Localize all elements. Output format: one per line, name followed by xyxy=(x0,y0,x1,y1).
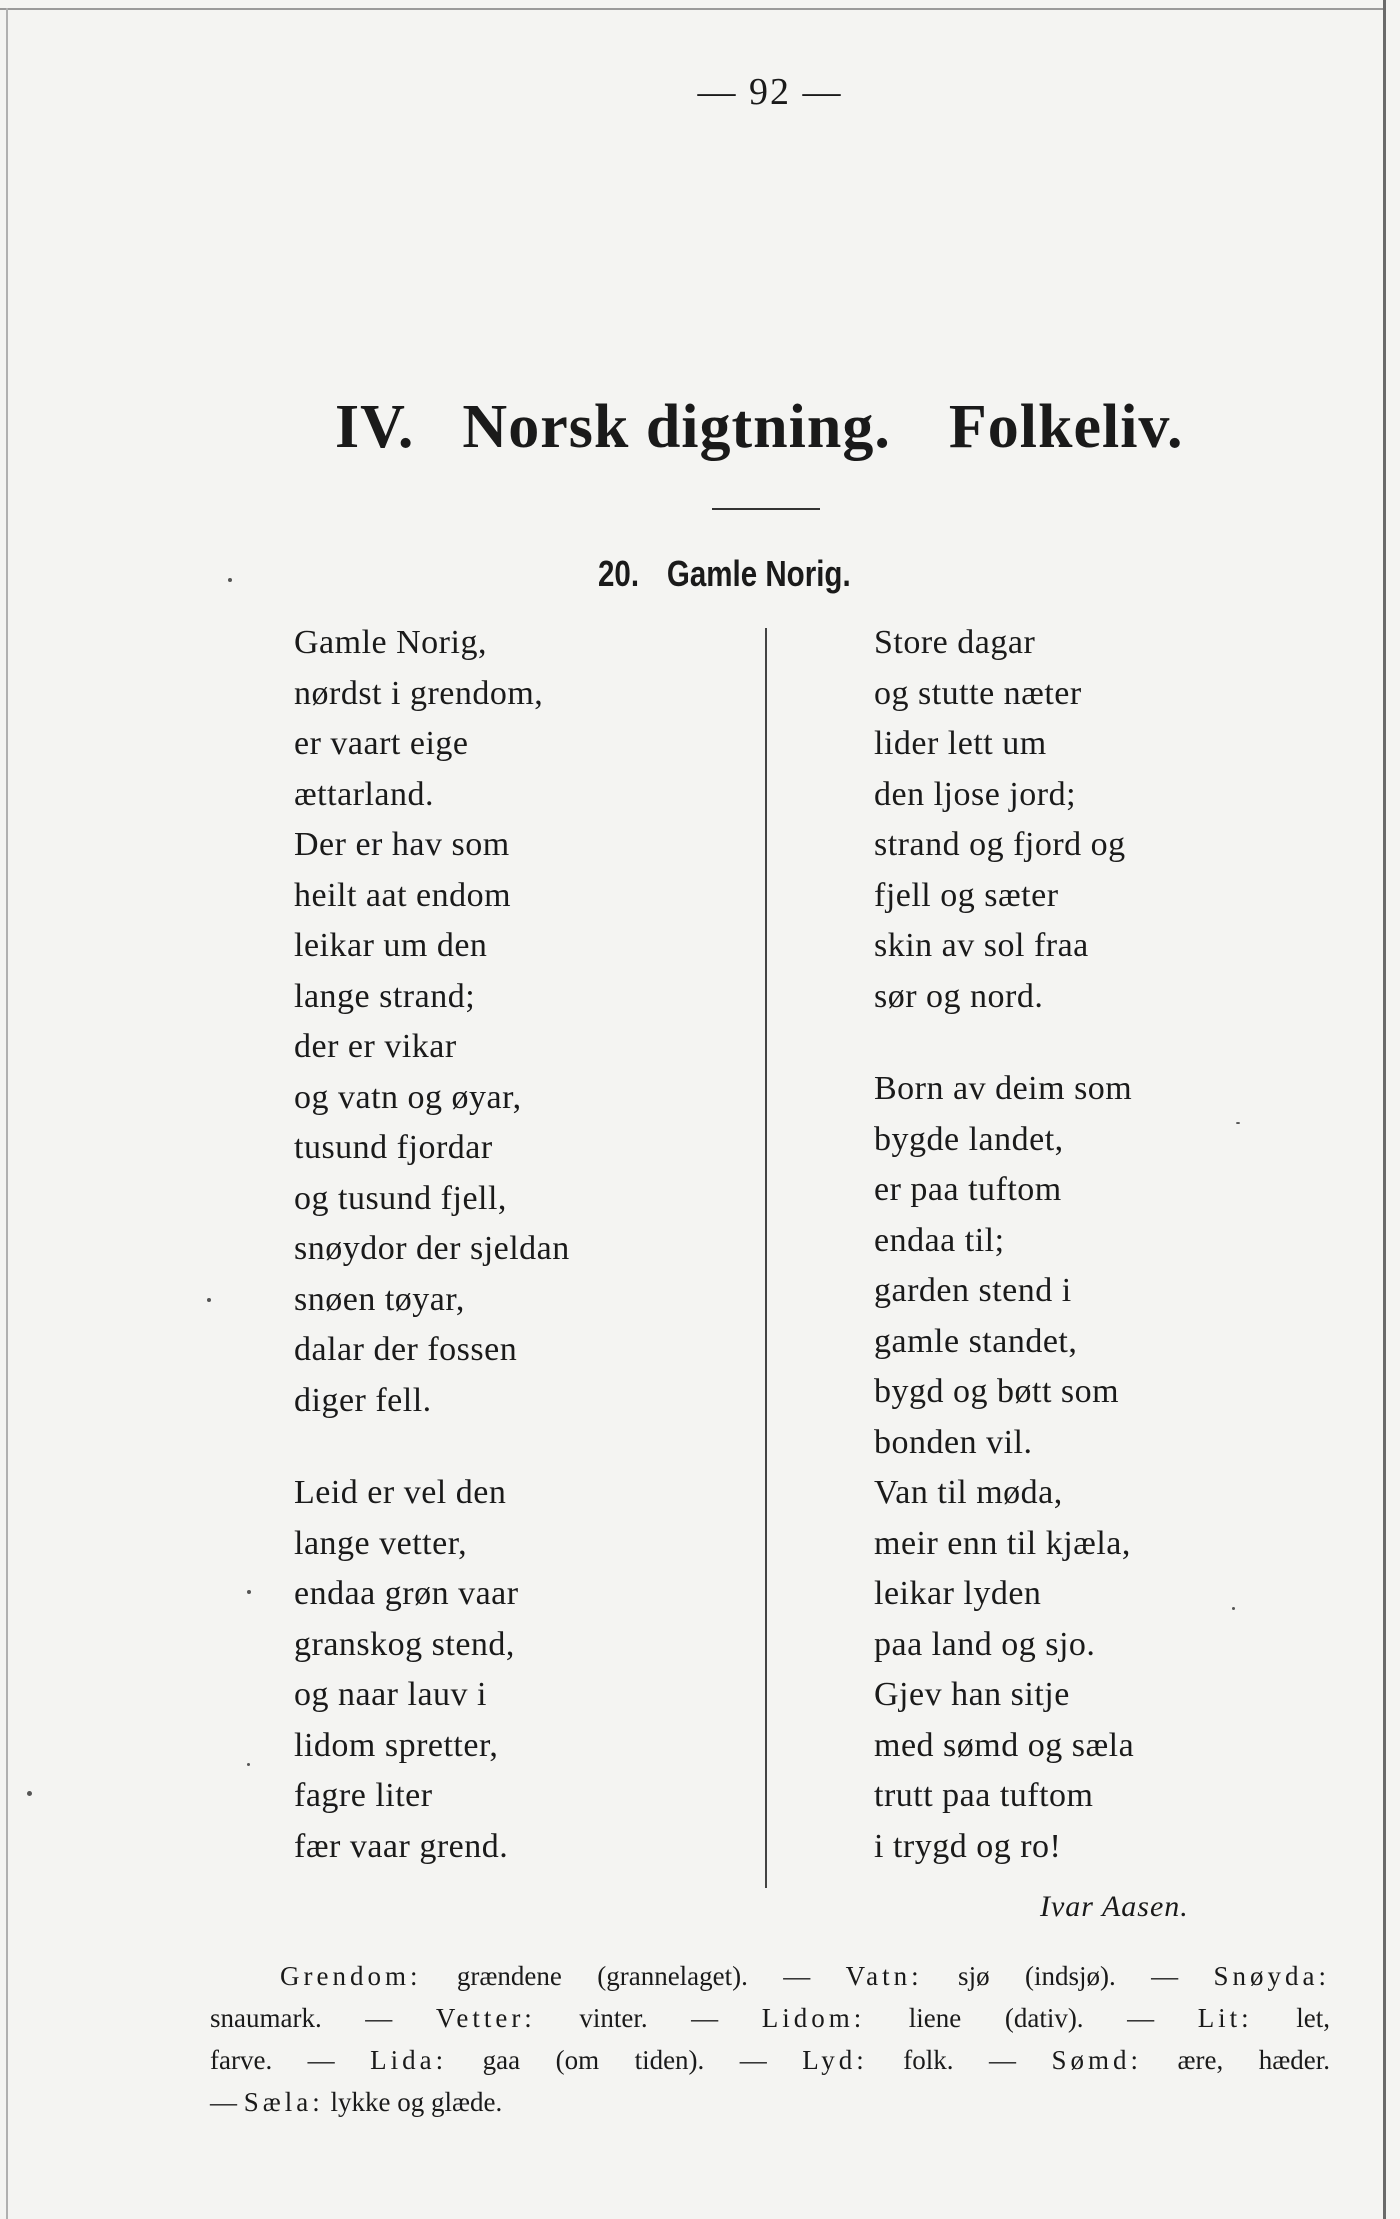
glossary-definition: let, xyxy=(1252,2003,1330,2033)
poem-line: strand og fjord og xyxy=(874,826,1126,863)
poem-heading xyxy=(598,553,851,595)
page-edge-right xyxy=(1383,0,1386,2219)
poem-line: tusund fjordar xyxy=(294,1129,493,1166)
stanza-gap xyxy=(294,1426,570,1468)
poem-number: 20. xyxy=(598,553,640,594)
poem-line: den ljose jord; xyxy=(874,775,1077,813)
poem-line: Gamle Norig, xyxy=(294,624,487,661)
poem-line: gamle standet, xyxy=(874,1322,1078,1360)
glossary-definition: gaa (om tiden). — xyxy=(447,2045,803,2075)
poem-right-column xyxy=(874,618,1134,1872)
page-edge-left xyxy=(6,8,8,2219)
poem-line: leikar lyden xyxy=(874,1575,1042,1612)
poem-line: Der er hav som xyxy=(294,826,510,863)
section-title xyxy=(335,392,1184,463)
poem-line: lange strand; xyxy=(294,977,476,1015)
poem-line: lider lett um xyxy=(874,725,1047,762)
poem-line: endaa til; xyxy=(874,1221,1005,1259)
poem-line: der er vikar xyxy=(294,1028,457,1065)
poem-line: leikar um den xyxy=(294,927,488,964)
scan-speck xyxy=(207,1298,211,1302)
poem-line: ættarland. xyxy=(294,775,435,813)
poem-line: i trygd og ro! xyxy=(874,1827,1062,1865)
poem-line: dalar der fossen xyxy=(294,1331,518,1368)
poem-title: Gamle Norig. xyxy=(666,553,851,594)
page-edge-top xyxy=(0,8,1385,10)
glossary-footnote xyxy=(210,1955,1330,2123)
glossary-term: Grendom: xyxy=(280,1961,422,1991)
glossary-term: Lit: xyxy=(1197,2003,1253,2033)
glossary-definition: grændene (grannelaget). — xyxy=(421,1961,846,1991)
poem-line: bygde landet, xyxy=(874,1120,1064,1158)
glossary-definition: sjø (indsjø). — xyxy=(922,1961,1214,1991)
scan-speck xyxy=(1236,1122,1240,1124)
poem-line: Van til møda, xyxy=(874,1474,1063,1511)
poem-line: trutt paa tuftom xyxy=(874,1777,1094,1814)
poem-line: skin av sol fraa xyxy=(874,927,1089,964)
glossary-line-4 xyxy=(210,2081,1330,2123)
glossary-line-2 xyxy=(210,1997,1330,2039)
poem-line: nørdst i grendom, xyxy=(294,674,544,712)
poem-line: lange vetter, xyxy=(294,1524,468,1562)
glossary-definition: ære, hæder. xyxy=(1142,2045,1330,2075)
poem-line: med sømd og sæla xyxy=(874,1726,1135,1764)
section-part2: Folkeliv. xyxy=(948,393,1184,461)
glossary-definition: lykke og glæde. xyxy=(323,2087,503,2117)
scan-speck xyxy=(247,1763,250,1766)
scan-speck xyxy=(247,1590,251,1594)
poem-line: heilt aat endom xyxy=(294,876,512,914)
poem-line: paa land og sjo. xyxy=(874,1625,1096,1663)
glossary-term: Snøyda: xyxy=(1213,1961,1330,1991)
poem-line: fjell og sæter xyxy=(874,876,1059,914)
poem-line: diger fell. xyxy=(294,1381,432,1419)
poem-line: og vatn og øyar, xyxy=(294,1078,522,1116)
poem-author: Ivar Aasen. xyxy=(1040,1890,1189,1923)
poem-line: og tusund fjell, xyxy=(294,1179,507,1217)
glossary-term: Lida: xyxy=(370,2045,448,2075)
poem-line: meir enn til kjæla, xyxy=(874,1524,1131,1562)
scan-speck xyxy=(1232,1607,1235,1610)
poem-line: snøydor der sjeldan xyxy=(294,1230,570,1267)
poem-line: er paa tuftom xyxy=(874,1171,1062,1208)
poem-line: endaa grøn vaar xyxy=(294,1575,519,1612)
title-divider xyxy=(712,508,820,510)
glossary-line-1 xyxy=(210,1955,1330,1997)
poem-line: bygd og bøtt som xyxy=(874,1373,1120,1410)
glossary-definition: snaumark. — xyxy=(210,2003,436,2033)
poem-line: Leid er vel den xyxy=(294,1474,507,1511)
poem-line: granskog stend, xyxy=(294,1625,515,1663)
section-part1: Norsk digtning. xyxy=(462,393,891,461)
glossary-term: Sømd: xyxy=(1051,2045,1143,2075)
glossary-line-3 xyxy=(210,2039,1330,2081)
poem-line: er vaart eige xyxy=(294,725,469,762)
poem-line: snøen tøyar, xyxy=(294,1280,465,1318)
glossary-definition: liene (dativ). — xyxy=(865,2003,1198,2033)
poem-line: og stutte næter xyxy=(874,674,1082,712)
stanza-gap xyxy=(874,1022,1134,1064)
glossary-definition: farve. — xyxy=(210,2045,371,2075)
page-number: — 92 — xyxy=(697,71,843,113)
poem-line: lidom spretter, xyxy=(294,1726,499,1764)
poem-line: garden stend i xyxy=(874,1272,1072,1309)
glossary-term: Vatn: xyxy=(845,1961,923,1991)
poem-left-column xyxy=(294,618,570,1872)
glossary-term: Lidom: xyxy=(761,2003,866,2033)
glossary-term: Sæla: xyxy=(243,2087,324,2117)
glossary-definition: folk. — xyxy=(867,2045,1052,2075)
scan-speck xyxy=(27,1791,32,1796)
glossary-term: Vetter: xyxy=(435,2003,536,2033)
column-divider xyxy=(765,628,767,1888)
poem-line: Store dagar xyxy=(874,624,1036,661)
section-numeral: IV. xyxy=(335,393,415,461)
glossary-definition: — xyxy=(210,2087,244,2117)
poem-line: og naar lauv i xyxy=(294,1676,487,1713)
poem-line: Born av deim som xyxy=(874,1070,1133,1107)
poem-line: fær vaar grend. xyxy=(294,1827,509,1865)
glossary-term: Lyd: xyxy=(802,2045,868,2075)
poem-line: Gjev han sitje xyxy=(874,1676,1070,1713)
poem-line: fagre liter xyxy=(294,1777,433,1814)
poem-line: sør og nord. xyxy=(874,977,1044,1015)
glossary-definition: vinter. — xyxy=(535,2003,762,2033)
scan-speck xyxy=(228,578,232,582)
poem-line: bonden vil. xyxy=(874,1423,1033,1461)
